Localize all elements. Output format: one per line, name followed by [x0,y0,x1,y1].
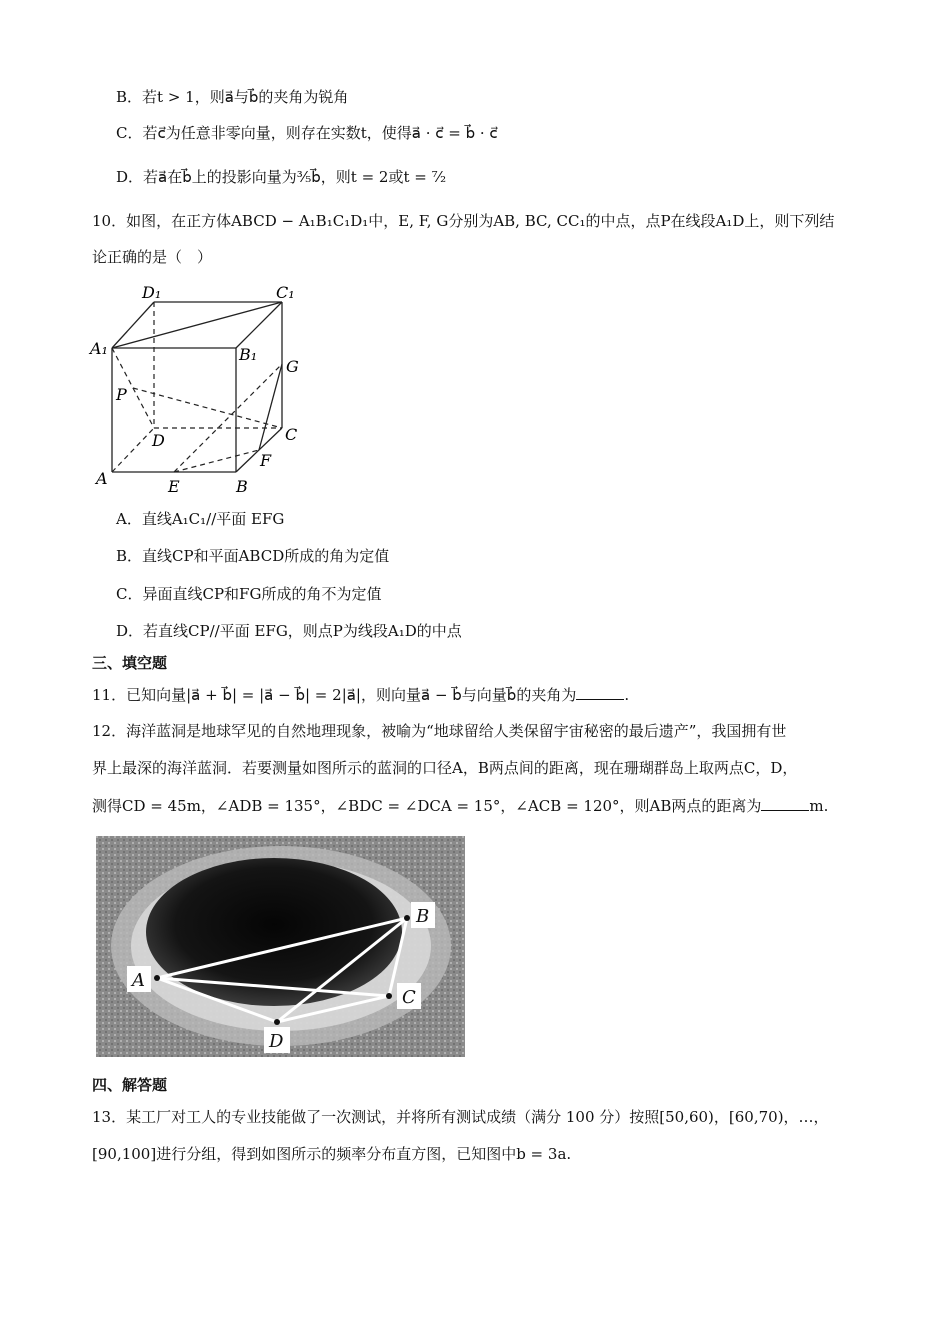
q11-body: 11．已知向量|a⃗ + b⃗| = |a⃗ − b⃗| = 2|a⃗|，则向量a⃗ − b⃗与向量b⃗的夹角为 [92,686,577,704]
label-a1: A₁ [90,339,108,358]
section-title-fill-in: 三、填空题 [92,654,168,672]
label-c: C [285,425,298,444]
q11-text [92,684,629,706]
q11-end: . [624,686,630,704]
section-title-solutions: 四、解答题 [92,1076,168,1094]
label-c1: C₁ [276,283,295,302]
q13-line1: 13．某工厂对工人的专业技能做了一次测试，并将所有测试成绩（满分 100 分）按照[50,60)，[60,70)，…， [92,1108,829,1126]
blue-hole-photo [96,836,465,1057]
label-b: B [236,477,248,495]
q11-answer-blank[interactable] [576,685,624,700]
q10-option-d: D．若直线CP//平面 EFG，则点P为线段A₁D的中点 [116,622,462,640]
label-e: E [168,477,180,495]
label-d: D [152,431,165,450]
label-a: A [96,469,108,488]
q9-option-d: D．若a⃗在b⃗上的投影向量为³⁄₅b⃗，则t = 2或t = ⁷⁄₂ [116,168,447,186]
q12-line1: 12．海洋蓝洞是地球罕见的自然地理现象，被喻为“地球留给人类保留宇宙秘密的最后遗产”，我国拥有世 [92,722,787,740]
q12-line3 [92,795,828,817]
q10-option-a: A．直线A₁C₁//平面 EFG [116,510,285,528]
label-f: F [260,451,272,470]
q9-option-b: B．若t > 1，则a⃗与b⃗的夹角为锐角 [116,88,349,106]
q10-stem-line2: 论正确的是（ ） [92,248,213,266]
cube-figure [88,280,318,495]
q9-option-c: C．若c⃗为任意非零向量，则存在实数t，使得a⃗ · c⃗ = b⃗ · c⃗ [116,124,498,142]
q12-line2: 界上最深的海洋蓝洞．若要测量如图所示的蓝洞的口径A，B两点间的距离，现在珊瑚群岛上取两点C，D， [92,759,798,777]
photo-label-c: C [402,987,416,1008]
q12-line3-body: 测得CD = 45m，∠ADB = 135°，∠BDC = ∠DCA = 15°，∠ACB = 120°，则AB两点的距离为 [92,797,762,815]
label-g: G [286,357,299,376]
q10-option-c: C．异面直线CP和FG所成的角不为定值 [116,585,382,603]
label-p: P [116,385,127,404]
q12-end: m. [809,797,829,815]
q12-answer-blank[interactable] [761,796,809,811]
photo-label-a: A [132,970,145,991]
photo-label-b: B [416,906,430,927]
q10-stem-line1: 10．如图，在正方体ABCD − A₁B₁C₁D₁中，E, F, G分别为AB, BC, CC₁的中点，点P在线段A₁D上，则下列结 [92,212,835,230]
label-d1: D₁ [142,283,162,302]
label-b1: B₁ [239,345,258,364]
q10-option-b: B．直线CP和平面ABCD所成的角为定值 [116,547,390,565]
q13-line2: [90,100]进行分组，得到如图所示的频率分布直方图，已知图中b = 3a. [92,1145,572,1163]
photo-label-d: D [269,1031,284,1052]
